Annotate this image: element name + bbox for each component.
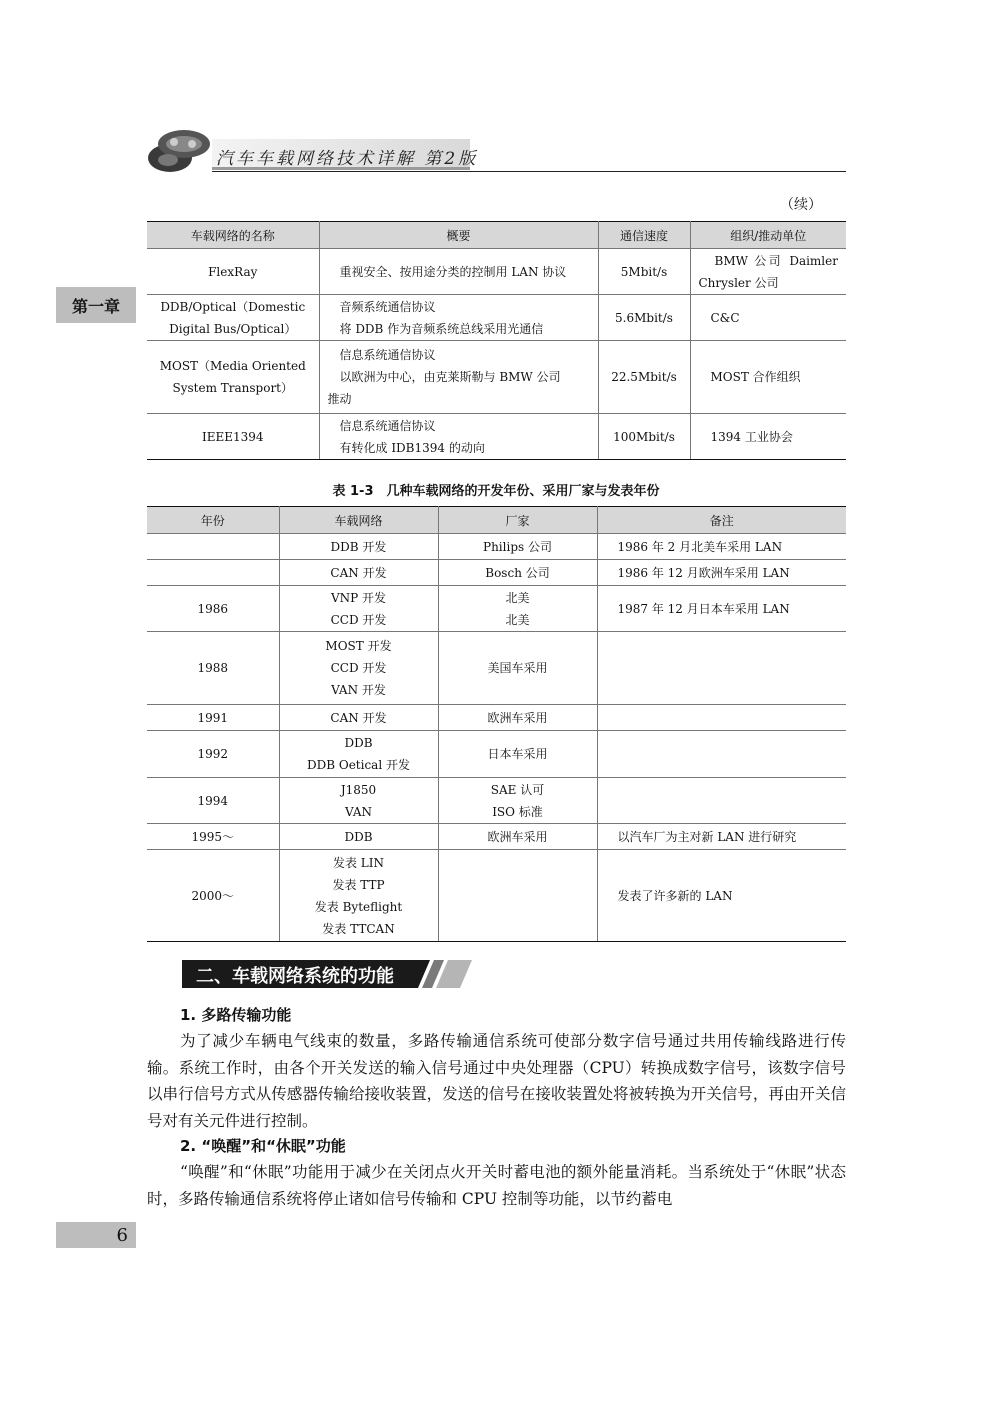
- network-name-cell: MOST（Media Oriented System Transport）: [147, 341, 319, 414]
- table-row: [147, 850, 846, 942]
- note-cell: [597, 778, 846, 824]
- note-cell: 1986 年 2 月北美车采用 LAN: [597, 534, 846, 560]
- table-header-cell: 概要: [319, 222, 598, 249]
- table-row: [147, 295, 846, 341]
- subsection-title-wake-sleep: 2. “唤醒”和“休眠”功能: [180, 1137, 346, 1155]
- page-number: 6: [116, 1224, 128, 1246]
- year-cell: 1994: [147, 778, 279, 824]
- maker-cell: 欧洲车采用: [438, 824, 597, 850]
- year-cell: 2000～: [147, 850, 279, 942]
- table-header-cell: 组织/推动单位: [690, 222, 846, 249]
- year-cell: 1988: [147, 632, 279, 705]
- table-row: [147, 534, 846, 560]
- maker-cell: [438, 850, 597, 942]
- table-row: [147, 586, 846, 632]
- org-cell: BMW 公司 Daimler Chrysler 公司: [690, 249, 846, 295]
- network-name-cell: IEEE1394: [147, 414, 319, 460]
- note-cell: 1987 年 12 月日本车采用 LAN: [597, 586, 846, 632]
- network-name-cell: FlexRay: [147, 249, 319, 295]
- table-header-cell: 车载网络: [279, 507, 438, 534]
- note-cell: [597, 731, 846, 778]
- year-cell: 1992: [147, 731, 279, 778]
- table-row: [147, 824, 846, 850]
- summary-cell: 信息系统通信协议 以欧洲为中心，由克莱斯勒与 BMW 公司 推动: [319, 341, 598, 414]
- table-row: [147, 414, 846, 460]
- year-cell: [147, 560, 279, 586]
- table-row: [147, 731, 846, 778]
- year-cell: 1995～: [147, 824, 279, 850]
- note-cell: 发表了许多新的 LAN: [597, 850, 846, 942]
- subsection-title-multiplex: 1. 多路传输功能: [180, 1006, 292, 1024]
- network-cell: CAN 开发: [279, 560, 438, 586]
- network-cell: VNP 开发 CCD 开发: [279, 586, 438, 632]
- table-caption: 表 1-3 几种车载网络的开发年份、采用厂家与发表年份: [332, 484, 660, 499]
- speed-cell: 5.6Mbit/s: [598, 295, 690, 341]
- note-cell: [597, 705, 846, 731]
- table-header-cell: 年份: [147, 507, 279, 534]
- year-cell: 1986: [147, 586, 279, 632]
- maker-cell: 美国车采用: [438, 632, 597, 705]
- maker-cell: 日本车采用: [438, 731, 597, 778]
- table-header-row: [147, 222, 846, 249]
- year-cell: [147, 534, 279, 560]
- book-title: 汽车车载网络技术详解 第2版: [216, 149, 479, 169]
- paragraph-multiplex: 为了减少车辆电气线束的数量，多路传输通信系统可使部分数字信号通过共用传输线路进行传输。系统工作时，由各个开关发送的输入信号通过中央处理器（CPU）转换成数字信号，该数字信号以串行信号方式从传感器传输给接收装置，发送的信号在接收装置处将被转换为开关信号，再由开关信号对有关元件进行控制。: [147, 1032, 846, 1130]
- network-cell: MOST 开发 CCD 开发 VAN 开发: [279, 632, 438, 705]
- table-row: [147, 705, 846, 731]
- note-cell: [597, 632, 846, 705]
- org-cell: C&C: [690, 295, 846, 341]
- network-cell: CAN 开发: [279, 705, 438, 731]
- summary-cell: 音频系统通信协议 将 DDB 作为音频系统总线采用光通信: [319, 295, 598, 341]
- continued-label: （续）: [780, 197, 822, 213]
- network-name-cell: DDB/Optical（Domestic Digital Bus/Optical）: [147, 295, 319, 341]
- maker-cell: 欧洲车采用: [438, 705, 597, 731]
- note-cell: 以汽车厂为主对新 LAN 进行研究: [597, 824, 846, 850]
- header-rule: [212, 171, 846, 172]
- table-row: [147, 249, 846, 295]
- maker-cell: SAE 认可 ISO 标准: [438, 778, 597, 824]
- table-row: [147, 341, 846, 414]
- paragraph-wake-sleep: “唤醒”和“休眠”功能用于减少在关闭点火开关时蓄电池的额外能量消耗。当系统处于“休眠”状态时，多路传输通信系统将停止诸如信号传输和 CPU 控制等功能，以节约蓄电: [147, 1163, 846, 1208]
- maker-cell: 北美 北美: [438, 586, 597, 632]
- note-cell: 1986 年 12 月欧洲车采用 LAN: [597, 560, 846, 586]
- table-header-cell: 车载网络的名称: [147, 222, 319, 249]
- table-row: [147, 632, 846, 705]
- network-history-table: [147, 506, 846, 942]
- network-cell: J1850 VAN: [279, 778, 438, 824]
- table-header-row: [147, 507, 846, 534]
- maker-cell: Philips 公司: [438, 534, 597, 560]
- table-header-cell: 通信速度: [598, 222, 690, 249]
- section-title: 二、车载网络系统的功能: [196, 966, 394, 987]
- network-table-continued: [147, 221, 846, 460]
- network-cell: DDB: [279, 824, 438, 850]
- table-row: [147, 778, 846, 824]
- chapter-tab: 第一章: [56, 287, 136, 323]
- network-cell: 发表 LIN 发表 TTP 发表 Byteflight 发表 TTCAN: [279, 850, 438, 942]
- speed-cell: 5Mbit/s: [598, 249, 690, 295]
- maker-cell: Bosch 公司: [438, 560, 597, 586]
- org-cell: 1394 工业协会: [690, 414, 846, 460]
- year-cell: 1991: [147, 705, 279, 731]
- speed-cell: 22.5Mbit/s: [598, 341, 690, 414]
- org-cell: MOST 合作组织: [690, 341, 846, 414]
- table-row: [147, 560, 846, 586]
- summary-cell: 重视安全、按用途分类的控制用 LAN 协议: [319, 249, 598, 295]
- table-header-cell: 厂家: [438, 507, 597, 534]
- network-cell: DDB 开发: [279, 534, 438, 560]
- summary-cell: 信息系统通信协议 有转化成 IDB1394 的动向: [319, 414, 598, 460]
- network-cell: DDB DDB Oetical 开发: [279, 731, 438, 778]
- table-header-cell: 备注: [597, 507, 846, 534]
- speed-cell: 100Mbit/s: [598, 414, 690, 460]
- header-logo-image: [144, 122, 216, 174]
